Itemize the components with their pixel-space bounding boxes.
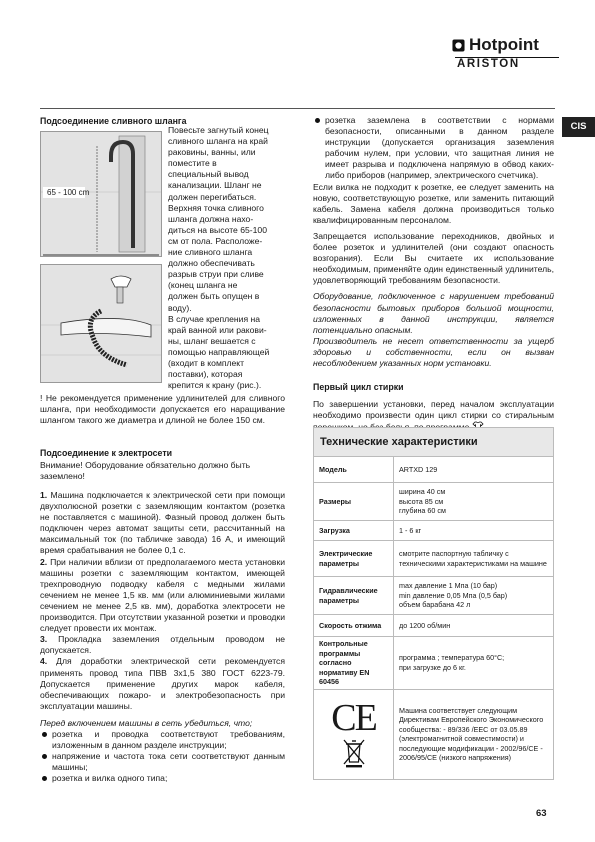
directives-text: Машина соответствует следующим Директивам Европейского Экономического сообщества: - 89/336 /ЕЕС от 03.05.89 (электромагнитной совместимости) и последующие модификации - 2002/96/CE - 2006/95/CE (низкого напряжения) [394, 689, 554, 779]
weee-bin-icon [340, 738, 368, 768]
drain-line: поставки), которая [168, 369, 243, 380]
drain-line: диться на высоте 65-100 [168, 224, 267, 235]
drain-line: должно обеспечивать [168, 258, 255, 269]
drain-line: (входит в комплект [168, 357, 245, 368]
specs-title: Технические характеристики [314, 428, 554, 457]
adapters-paragraph: Запрещается использование переходников, двойных и более розеток и удлинителей (они создают опасность возгорания). Если Вы считаете их использование необходимым, применяйте один единственный удлинитель, удовлетворяющий требованиям безопасности. [313, 230, 554, 286]
drain-line: воду). [168, 302, 192, 313]
list-item: напряжение и частота тока сети соответствуют данным машины; [40, 751, 285, 773]
brand-name: Hotpoint [469, 35, 539, 54]
list-item: розетка и вилка одного типа; [40, 773, 285, 784]
drain-text [168, 125, 288, 391]
table-row: Размеры ширина 40 см высота 85 см глубина 60 см [314, 483, 554, 521]
electric-items [40, 490, 285, 784]
drain-line: канализации. Шланг не [168, 180, 262, 191]
before-connecting: Перед включением машины в сеть убедиться, что; [40, 717, 253, 728]
electric-title: Подсоединение к электросети [40, 448, 173, 458]
first-cycle-text: По завершении установки, перед началом эксплуатации необходимо произвести один цикл стирки со стиральным [313, 399, 554, 433]
drain-warning: ! Не рекомендуется применение удлинителей для сливного шланга, при необходимости допускается его наращивание шлангом такого же диаметра и длиной не более 150 см. [40, 393, 285, 426]
drain-line: Верхняя точка сливного [168, 202, 264, 213]
liability-paragraph: Производитель не несет ответственности за ущерб здоровью и собственности, если он вызван несоблюдением указанных норм установки. [313, 335, 554, 368]
drain-line: Повесьте загнутый конец [168, 125, 269, 135]
table-row: Гидравлические параметры max давление 1 Мпа (10 бар) min давление 0,05 Мпа (0,5 бар) объем барабана 42 л [314, 577, 554, 615]
drain-line: ние сливного шланга [168, 247, 253, 258]
drain-line: должен быть опущен в [168, 291, 260, 302]
brand-sub: ARISTON [457, 58, 520, 70]
drain-line: сливного шланга на край [168, 136, 268, 147]
drain-line: специальный вывод [168, 169, 249, 180]
electric-attention: Внимание! Оборудование обязательно должно быть заземлено! [40, 460, 251, 482]
brand-logo [452, 36, 562, 70]
height-label: 65 - 100 cm [47, 188, 90, 197]
drain-line: см от пола. Расположе- [168, 235, 263, 246]
ce-mark: CE [331, 696, 376, 739]
specs-table [313, 427, 554, 780]
table-row: Скорость отжима до 1200 об/мин [314, 615, 554, 637]
ce-marks [314, 689, 394, 779]
drain-line: помощью направляющей [168, 346, 270, 357]
list-item: розетка заземлена в соответствии с нормами безопасности, описанными в данном разделе инструкции (допускается организация заземления рабочим нулем, при условии, что защитная линия не имеет разрыва и подключена напрямую в обвод каких-либо приборов (например, электрического счетчика). [313, 115, 554, 182]
drain-line: поместите в [168, 158, 217, 169]
drain-figure-1 [40, 131, 162, 257]
header-rule [40, 108, 555, 109]
electric-item: 3. Прокладка заземления отдельным проводом не допускается. [40, 634, 285, 656]
drain-line: крепится к крану (рис.). [168, 380, 262, 391]
drain-line: край ванной или ракови- [168, 324, 267, 335]
check-list [40, 729, 285, 784]
plug-paragraph: Если вилка не подходит к розетке, ее следует заменить на новую, соответствующую розетке, или заменить питающий кабель. Замена кабеля должна производиться только квалифицированным персоналом. [313, 181, 554, 225]
table-row [314, 689, 554, 779]
drain-line: В случае крепления на [168, 313, 261, 324]
table-row: Контрольные программы согласно нормативу EN 60456 программа ; температура 60°С; при загрузке до 6 кг. [314, 637, 554, 690]
electric-item: 1. Машина подключается к электрической сети при помощи двухполюсной розетки с заземляющим контактом (розетка не поставляется с машиной). Фазный провод должен быть подключен через автомат защиты сети, рассчитанный на максимальный ток (по табличке завода) 16 А, и имеющий время срабатывания не более 0,1 с. [40, 490, 286, 556]
right-text [313, 115, 554, 433]
table-row: Модель ARTXD 129 [314, 457, 554, 483]
table-row: Загрузка 1 - 6 кг [314, 521, 554, 541]
tub-hose-drawing [41, 265, 161, 382]
grounding-list [313, 115, 554, 182]
list-item: розетка и проводка соответствуют требованиям, изложенным в данном разделе инструкции; [40, 729, 285, 751]
first-cycle-title: Первый цикл стирки [313, 382, 404, 393]
drain-line: (конец шланга не [168, 280, 238, 291]
language-tab: CIS [562, 117, 595, 137]
drain-line: шланга должна нахо- [168, 213, 254, 224]
electric-item: 2. При наличии вблизи от предполагаемого места установки машины розетки с заземляющим контактом, имеющей трехпроводную подводку кабеля с медными жилами сечением не менее 1,5 кв. мм (или алюминиевыми жилами сечением не менее 2,5 кв. мм), доработка электросети не производится. При отсутствии указанной розетки и проводки следует провести их монтаж. [40, 556, 285, 634]
drain-line: должен перегибаться. [168, 191, 257, 202]
drain-line: разрыв струи при сливе [168, 269, 264, 280]
drain-figure-2 [40, 264, 162, 383]
drain-line: раковины, ванны, или [168, 147, 256, 158]
drain-line: ны, шланг вешается с [168, 335, 256, 346]
page-number: 63 [536, 808, 547, 819]
electric-item: 4. Для доработки электрической сети рекомендуется применять провод типа ПВВ 3х1,5 380 ГОСТ 6223-79. Допускается применение других марок кабеля, обеспечивающих пожаро- и электробезопасность при эксплуатации машины. [40, 656, 286, 711]
hotpoint-logo-icon [452, 39, 465, 52]
drain-title: Подсоединение сливного шланга [40, 116, 187, 126]
danger-paragraph: Оборудование, подключенное с нарушением требований безопасности бытовых приборов большой мощности, изложенных в данной инструкции, является потенциально опасным. [313, 291, 554, 335]
table-row: Электрические параметры смотрите паспортную табличку с техническими характеристиками на машине [314, 541, 554, 577]
